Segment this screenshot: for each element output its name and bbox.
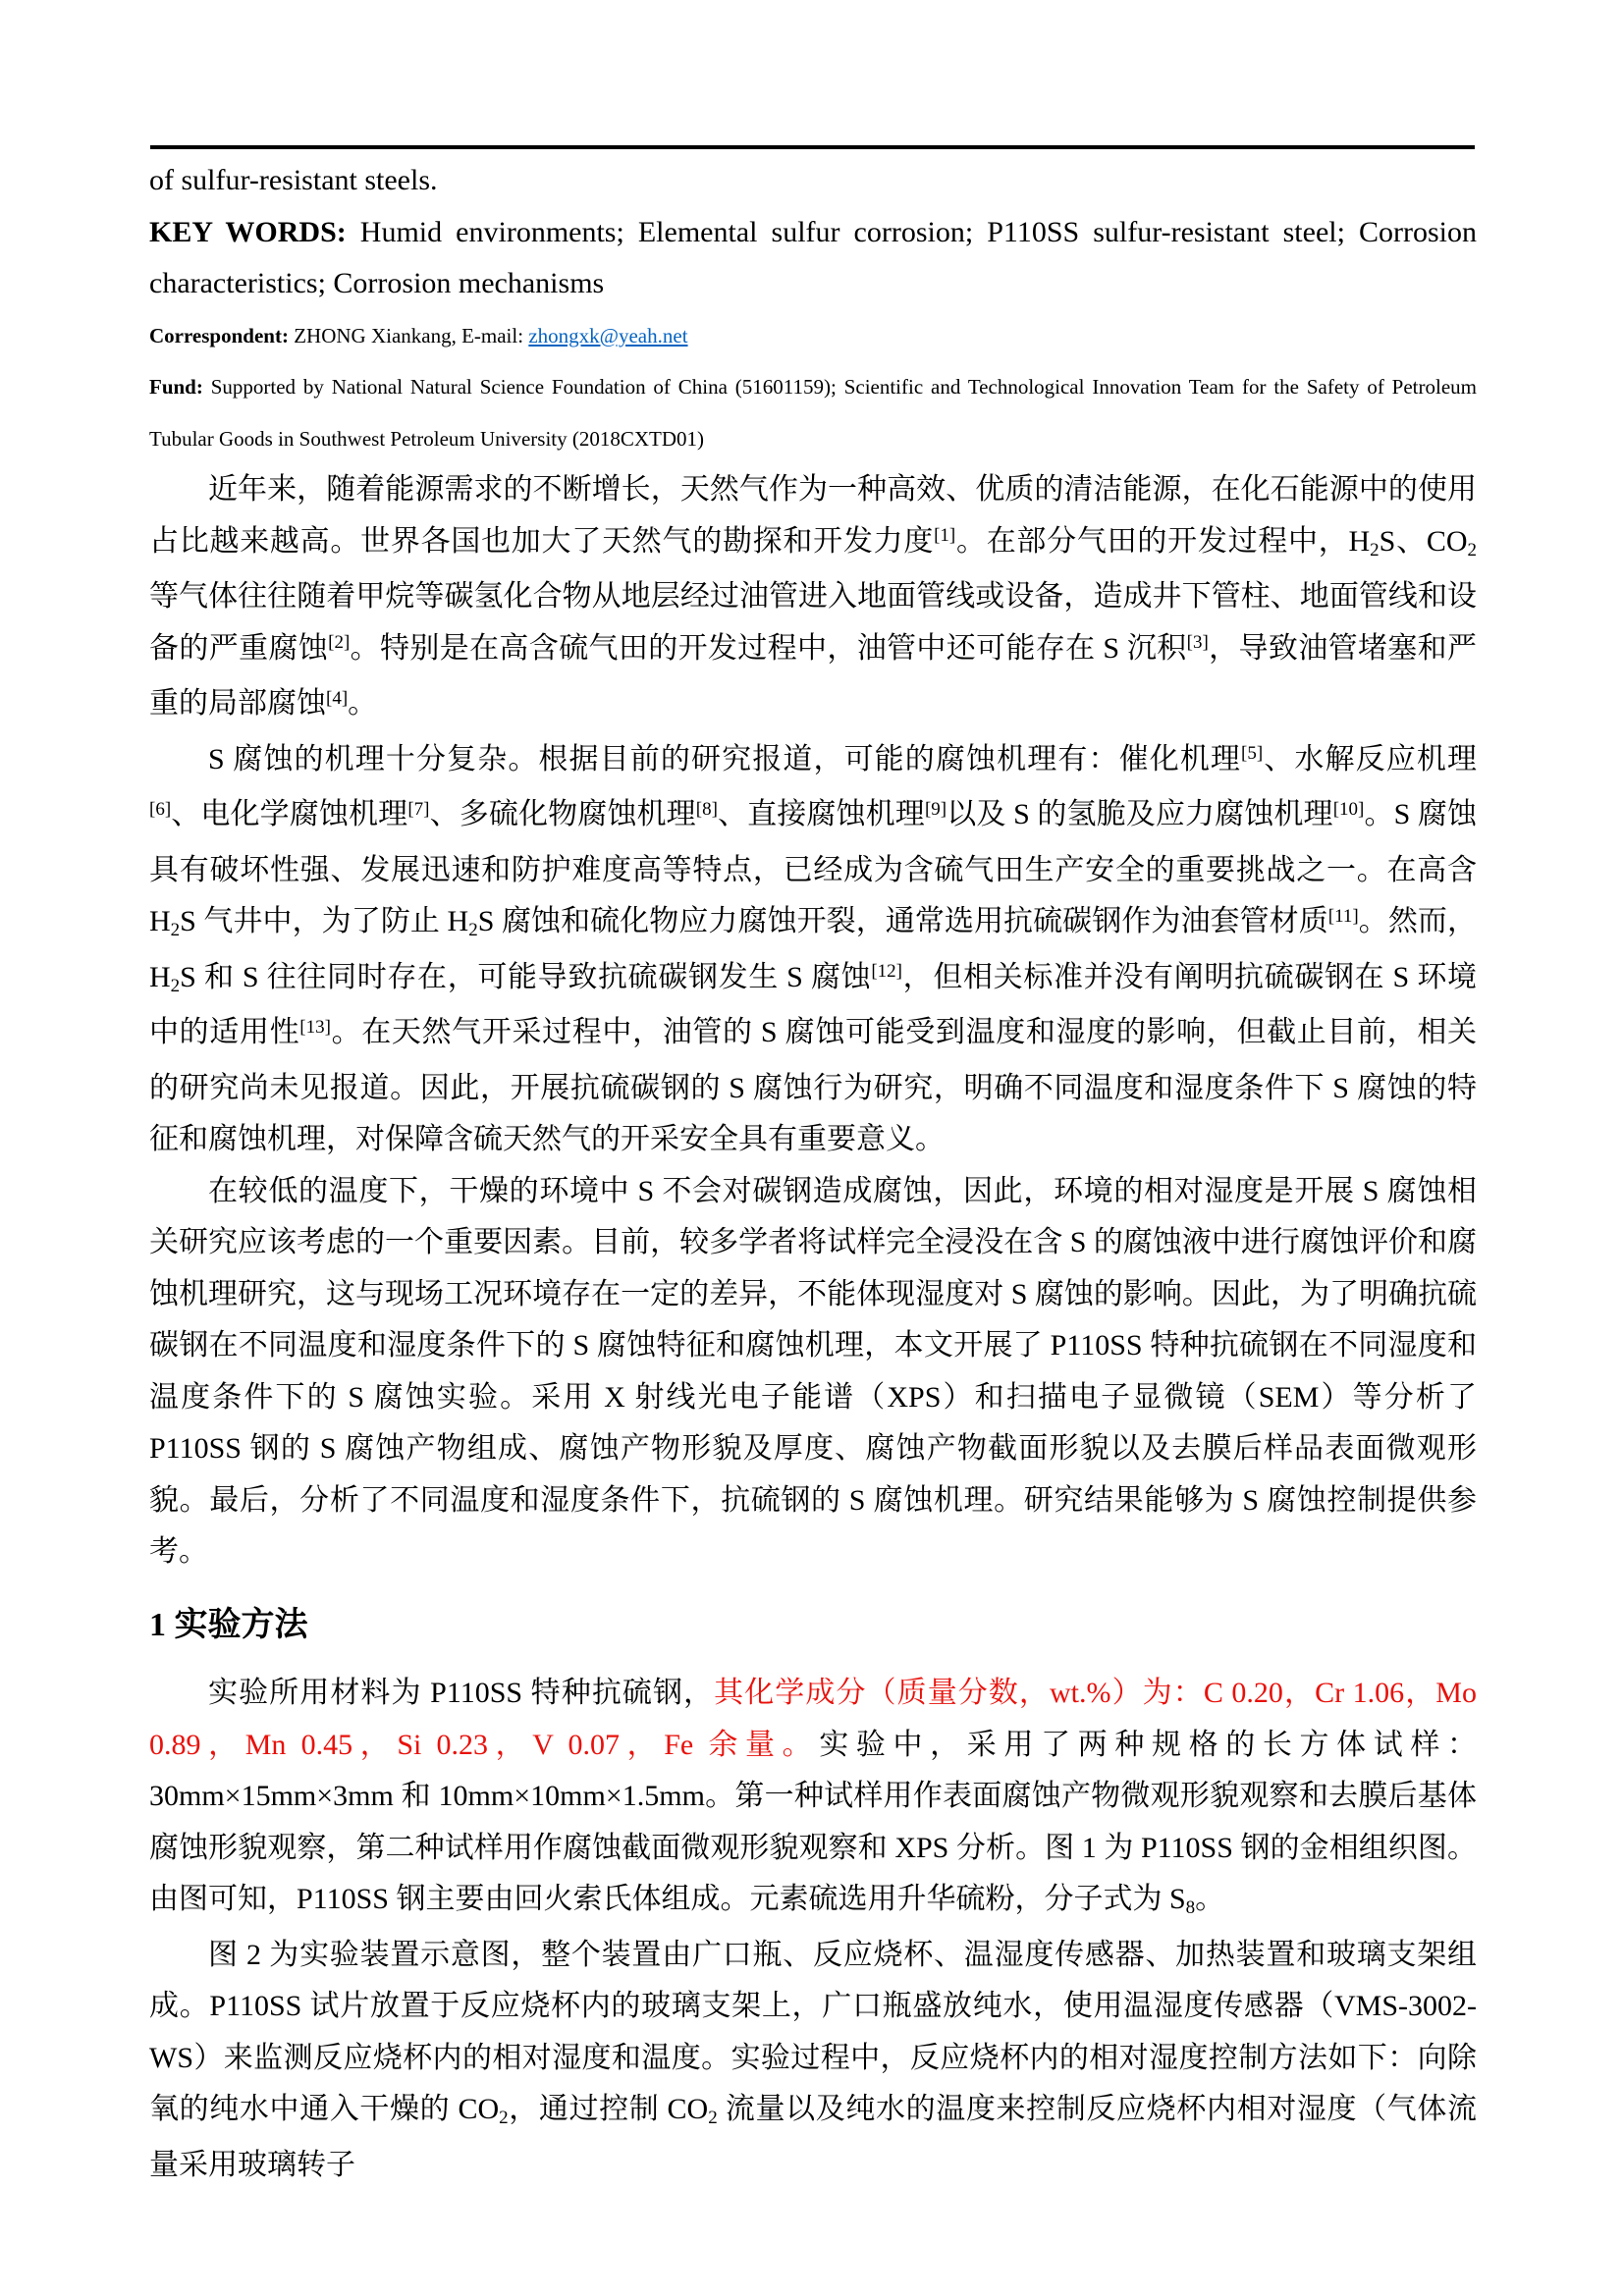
reference-marker: [9] [924,798,947,820]
reference-marker: [11] [1327,905,1359,927]
text-run: S、CO [1379,524,1468,558]
continued-sentence: of sulfur-resistant steels. [149,164,438,196]
chemical-subscript: 2 [708,2108,718,2129]
keywords-paragraph [149,207,1477,310]
text-run: 。 [348,687,378,720]
body-paragraph-5 [149,1930,1477,2192]
chemical-subscript: 2 [170,975,181,996]
chemical-subscript: 2 [468,920,478,941]
chemical-subscript: 2 [1467,539,1477,561]
chemical-subscript: 8 [1185,1897,1196,1919]
text-run: 近年来，随着能源需求的不断增长，天然气作为一种高效、优质的清洁能源，在化石能源中的使用占比越来越高。世界各国也加大了天然气的勘探和开发力度 [149,473,1477,558]
body-paragraph-4 [149,1668,1477,1930]
fund-text: Supported by National Natural Science Foundation of China (51601159); Scientific and Technological Innovation Team for the Safety of Petroleum Tubular Goods in Southwest Petroleum University (2018CXTD01) [149,375,1477,451]
text-run: 。在部分气田的开发过程中，H [955,524,1371,558]
text-run: 。S 腐蚀具有破坏性强、发展迅速和防护难度高等特点，已经成为含硫气田生产安全的重要挑战之一。在高含 H [149,798,1478,937]
reference-marker: [2] [328,632,351,654]
reference-marker: [13] [299,1016,331,1038]
chemical-subscript: 2 [170,920,181,941]
text-run: 、多硫化物腐蚀机理 [429,798,696,830]
text-run: 、水解反应机理 [1263,742,1477,775]
text-run: 以及 S 的氢脆及应力腐蚀机理 [947,798,1333,830]
text-run: 等气体往往随着甲烷等碳氢化合物从地层经过油管进入地面管线或设备，造成井下管柱、地面管线和设备的严重腐蚀 [149,580,1477,665]
text-run: 图 2 为实验装置示意图，整个装置由广口瓶、反应烧杯、温湿度传感器、加热装置和玻璃支架组成。P110SS 试片放置于反应烧杯内的玻璃支架上，广口瓶盛放纯水，使用温湿度传感器（VMS-3002-WS）来监测反应烧杯内的相对湿度和温度。实验过程中，反应烧杯内的相对湿度控制方法如下：向除氧的纯水中通入干燥的 CO [149,1938,1477,2125]
text-run: 。 [1195,1883,1225,1915]
correspondent-line [149,310,1477,362]
reference-marker: [6] [149,798,172,820]
text-run: 。然而，H [149,905,1477,993]
email-link[interactable]: zhongxk@yeah.net [528,323,688,347]
reference-marker: [8] [695,798,718,820]
keywords-text: Humid environments; Elemental sulfur corrosion; P110SS sulfur-resistant steel; Corrosion characteristics; Corrosion mechanisms [149,215,1477,299]
text-run: S 腐蚀和硫化物应力腐蚀开裂，通常选用抗硫碳钢作为油套管材质 [477,905,1328,937]
fund-label: Fund: [149,375,203,399]
reference-marker: [5] [1241,743,1264,765]
highlighted-composition-text: 其化学成分（质量分数，wt.%）为：C 0.20，Cr 1.06，Mo 0.89，Mn 0.45，Si 0.23，V 0.07，Fe 余量。 [149,1677,1477,1761]
reference-marker: [7] [407,798,430,820]
chemical-subscript: 2 [1370,539,1380,561]
chemical-subscript: 2 [499,2108,509,2129]
keywords-label: KEY WORDS: [149,215,347,248]
reference-marker: [3] [1186,632,1209,654]
text-run: 。在天然气开采过程中，油管的 S 腐蚀可能受到温度和湿度的影响，但截止目前，相关的研究尚未见报道。因此，开展抗硫碳钢的 S 腐蚀行为研究，明确不同温度和湿度条件下 S 腐蚀的特征和腐蚀机理，对保障含硫天然气的开采安全具有重要意义。 [149,1016,1478,1155]
text-run: 实验中，采用了两种规格的长方体试样：30mm×15mm×3mm 和 10mm×10mm×1.5mm。第一种试样用作表面腐蚀产物微观形貌观察和去膜后基体腐蚀形貌观察，第二种试样用作腐蚀截面微观形貌观察和 XPS 分析。图 1 为 P110SS 钢的金相组织图。由图可知，P110SS 钢主要由回火索氏体组成。元素硫选用升华硫粉，分子式为 S [149,1728,1477,1915]
body-paragraph-2 [149,734,1477,1166]
text-run: 、直接腐蚀机理 [717,798,925,830]
reference-marker: [1] [934,525,956,547]
text-run: S 和 S 往往同时存在，可能导致抗硫碳钢发生 S 腐蚀 [180,960,872,993]
reference-marker: [10] [1332,798,1365,820]
text-run: 。特别是在高含硫气田的开发过程中，油管中还可能存在 S 沉积 [350,631,1187,665]
page-content [149,155,1477,2191]
body-paragraph-3 [149,1166,1477,1578]
reference-marker: [12] [871,961,903,983]
reference-marker: [4] [326,687,349,709]
text-run: 流量以及纯水的温度来控制反应烧杯内相对湿度（气体流量采用玻璃转子 [149,2093,1477,2181]
fund-line [149,361,1477,464]
text-run: 在较低的温度下，干燥的环境中 S 不会对碳钢造成腐蚀，因此，环境的相对湿度是开展 S 腐蚀相关研究应该考虑的一个重要因素。目前，较多学者将试样完全浸没在含 S 的腐蚀液中进行腐蚀评价和腐蚀机理研究，这与现场工况环境存在一定的差异，不能体现湿度对 S 腐蚀的影响。因此，为了明确抗硫碳钢在不同温度和湿度条件下的 S 腐蚀特征和腐蚀机理，本文开展了 P110SS 特种抗硫钢在不同湿度和温度条件下的 S 腐蚀实验。采用 X 射线光电子能谱（XPS）和扫描电子显微镜（SEM）等分析了 P110SS 钢的 S 腐蚀产物组成、腐蚀产物形貌及厚度、腐蚀产物截面形貌以及去膜后样品表面微观形貌。最后，分析了不同温度和湿度条件下，抗硫钢的 S 腐蚀机理。研究结果能够为 S 腐蚀控制提供参考。 [149,1174,1477,1568]
correspondent-text: ZHONG Xiankang, E-mail: [288,323,529,347]
text-run: ，通过控制 CO [508,2093,709,2125]
text-run: 实验所用材料为 P110SS 特种抗硫钢， [208,1677,715,1709]
text-run: S 腐蚀的机理十分复杂。根据目前的研究报道，可能的腐蚀机理有：催化机理 [208,742,1242,775]
text-run: ，但相关标准并没有阐明抗硫碳钢在 S 环境中的适用性 [149,960,1477,1048]
section-heading: 1 实验方法 [149,1606,308,1643]
correspondent-label: Correspondent: [149,323,289,347]
text-run: 、电化学腐蚀机理 [171,798,408,830]
header-rule [150,145,1475,149]
body-paragraph-1 [149,464,1477,734]
text-run: S 气井中，为了防止 H [180,905,469,937]
text-run: ，导致油管堵塞和严重的局部腐蚀 [149,631,1478,720]
